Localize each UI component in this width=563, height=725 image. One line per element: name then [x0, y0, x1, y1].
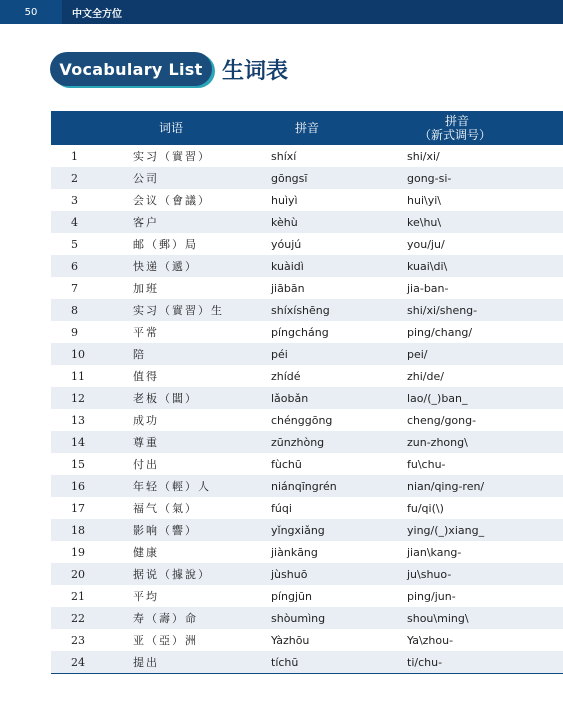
row-word: 实习（實習）	[133, 150, 211, 163]
row-pinyin: shíxí	[271, 149, 297, 163]
row-word: 寿（壽）命	[133, 612, 198, 625]
table-row	[51, 145, 563, 167]
row-word: 据说（據說）	[133, 568, 211, 581]
table-bottom-rule	[51, 673, 563, 674]
row-number: 22	[71, 611, 85, 625]
row-new-pinyin: ping/chang/	[407, 325, 473, 339]
row-new-pinyin: ti/chu-	[407, 655, 443, 669]
row-number: 7	[71, 281, 78, 295]
row-pinyin: kèhù	[271, 215, 298, 229]
row-word: 老板（闆）	[133, 392, 198, 405]
row-new-pinyin: ying/(_)xiang_	[407, 523, 485, 537]
row-new-pinyin: hui\yi\	[407, 193, 441, 207]
row-word: 值得	[133, 370, 159, 383]
row-pinyin: péi	[271, 347, 288, 361]
book-title: 中文全方位	[72, 8, 122, 20]
row-new-pinyin: you/ju/	[407, 237, 445, 251]
chinese-section-title: 生词表	[222, 59, 289, 84]
row-new-pinyin: zhi/de/	[407, 369, 444, 383]
row-number: 20	[71, 567, 85, 581]
table-row	[51, 475, 563, 497]
row-number: 15	[71, 457, 85, 471]
row-number: 14	[71, 435, 85, 449]
table-row	[51, 651, 563, 673]
table-row	[51, 409, 563, 431]
row-new-pinyin: lao/(_)ban_	[407, 391, 468, 405]
row-number: 16	[71, 479, 85, 493]
table-row	[51, 431, 563, 453]
row-new-pinyin: jian\kang-	[407, 545, 462, 559]
header-number	[51, 111, 133, 145]
row-pinyin: yǐngxiǎng	[271, 523, 325, 537]
row-pinyin: Yàzhōu	[271, 633, 310, 647]
row-new-pinyin: fu\chu-	[407, 457, 446, 471]
table-header-row	[51, 111, 563, 145]
table-row	[51, 211, 563, 233]
row-pinyin: zūnzhòng	[271, 435, 325, 449]
table-row	[51, 519, 563, 541]
row-number: 10	[71, 347, 85, 361]
section-header	[0, 52, 563, 88]
row-new-pinyin: shi/xi/sheng-	[407, 303, 478, 317]
row-number: 24	[71, 655, 85, 669]
row-new-pinyin: gong-si-	[407, 171, 452, 185]
row-word: 亚（亞）洲	[133, 634, 198, 647]
row-word: 平均	[133, 590, 159, 603]
header-word: 词语	[159, 121, 184, 135]
row-word: 年轻（輕）人	[133, 480, 211, 493]
row-word: 平常	[133, 326, 159, 339]
table-row	[51, 167, 563, 189]
row-number: 17	[71, 501, 85, 515]
row-number: 9	[71, 325, 78, 339]
row-pinyin: gōngsī	[271, 171, 308, 185]
row-number: 1	[71, 149, 78, 163]
row-new-pinyin: nian/qing-ren/	[407, 479, 485, 493]
table-body	[51, 145, 563, 673]
header-pinyin: 拼音	[295, 121, 320, 135]
row-number: 4	[71, 215, 78, 229]
table-row	[51, 387, 563, 409]
row-word: 邮（郵）局	[133, 238, 198, 251]
vocabulary-table	[51, 111, 563, 673]
row-number: 2	[71, 171, 78, 185]
row-pinyin: huìyì	[271, 193, 298, 207]
row-word: 成功	[133, 414, 159, 427]
row-pinyin: kuàidì	[271, 259, 304, 273]
row-new-pinyin: fu/qi(\)	[407, 501, 444, 515]
row-number: 5	[71, 237, 78, 251]
table-row	[51, 233, 563, 255]
row-pinyin: fúqi	[271, 501, 292, 515]
row-pinyin: niánqīngrén	[271, 479, 337, 493]
top-header-bar	[0, 0, 563, 24]
row-new-pinyin: ke\hu\	[407, 215, 442, 229]
table-row	[51, 189, 563, 211]
row-number: 23	[71, 633, 85, 647]
row-new-pinyin: cheng/gong-	[407, 413, 477, 427]
row-number: 8	[71, 303, 78, 317]
page-number: 50	[0, 0, 62, 24]
row-number: 21	[71, 589, 85, 603]
row-word: 加班	[133, 282, 159, 295]
vocabulary-list-badge	[50, 52, 212, 86]
row-new-pinyin: shi/xi/	[407, 149, 440, 163]
row-pinyin: píngcháng	[271, 325, 329, 339]
row-number: 13	[71, 413, 85, 427]
table-row	[51, 365, 563, 387]
row-pinyin: shòumìng	[271, 611, 326, 625]
row-word: 尊重	[133, 436, 159, 449]
table-row	[51, 321, 563, 343]
table-row	[51, 607, 563, 629]
table-row	[51, 277, 563, 299]
row-new-pinyin: ping/jun-	[407, 589, 456, 603]
header-new-pinyin: 拼音 （新式调号）	[419, 114, 492, 142]
row-pinyin: tíchū	[271, 655, 299, 669]
row-pinyin: lǎobǎn	[271, 391, 309, 405]
table-row	[51, 541, 563, 563]
row-new-pinyin: jia-ban-	[407, 281, 449, 295]
row-number: 6	[71, 259, 78, 273]
row-number: 18	[71, 523, 85, 537]
row-new-pinyin: ju\shuo-	[407, 567, 452, 581]
row-number: 12	[71, 391, 85, 405]
row-word: 快递（遞）	[133, 260, 198, 273]
table-row	[51, 629, 563, 651]
row-word: 会议（會議）	[133, 194, 211, 207]
row-number: 19	[71, 545, 85, 559]
row-word: 提出	[133, 656, 159, 669]
row-pinyin: jiābān	[271, 281, 305, 295]
table-row	[51, 453, 563, 475]
row-word: 公司	[133, 172, 159, 185]
row-new-pinyin: zun-zhong\	[407, 435, 468, 449]
row-word: 付出	[133, 458, 159, 471]
row-number: 11	[71, 369, 85, 383]
row-pinyin: shíxíshēng	[271, 303, 330, 317]
row-number: 3	[71, 193, 78, 207]
row-pinyin: jiànkāng	[271, 545, 318, 559]
row-new-pinyin: kuai\di\	[407, 259, 448, 273]
table-row	[51, 343, 563, 365]
table-row	[51, 563, 563, 585]
row-new-pinyin: shou\ming\	[407, 611, 469, 625]
row-pinyin: píngjūn	[271, 589, 312, 603]
table-row	[51, 255, 563, 277]
row-word: 实习（實習）生	[133, 304, 224, 317]
row-word: 福气（氣）	[133, 502, 198, 515]
table-row	[51, 585, 563, 607]
row-word: 陪	[133, 348, 146, 361]
row-pinyin: zhídé	[271, 369, 301, 383]
row-word: 客户	[133, 216, 159, 229]
row-pinyin: chénggōng	[271, 413, 333, 427]
row-pinyin: yóujú	[271, 237, 302, 251]
table-row	[51, 497, 563, 519]
row-new-pinyin: Ya\zhou-	[407, 633, 454, 647]
row-pinyin: jùshuō	[271, 567, 308, 581]
row-pinyin: fùchū	[271, 457, 302, 471]
row-word: 健康	[133, 546, 159, 559]
table-row	[51, 299, 563, 321]
row-word: 影响（響）	[133, 524, 198, 537]
row-new-pinyin: pei/	[407, 347, 428, 361]
english-section-title: Vocabulary List	[59, 59, 203, 79]
